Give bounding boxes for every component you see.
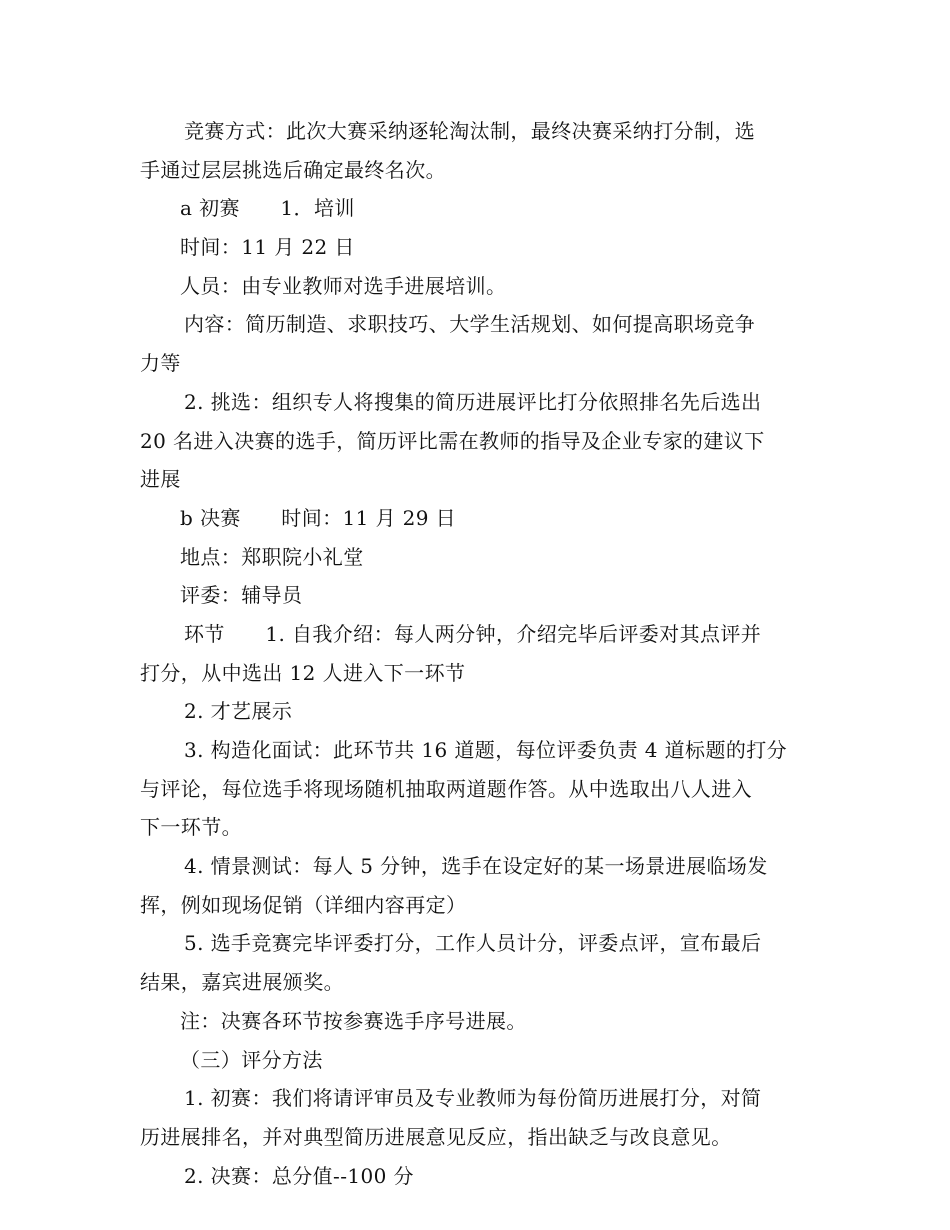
paragraph-line: 20 名进入决赛的选手，简历评比需在教师的指导及企业专家的建议下: [140, 428, 765, 453]
paragraph-line: 2. 才艺展示: [184, 699, 293, 724]
paragraph-line: b 决赛 时间：11 月 29 日: [180, 505, 457, 530]
paragraph-line: 环节 1. 自我介绍：每人两分钟，介绍完毕后评委对其点评并: [184, 621, 762, 646]
section-heading: （三）评分方法: [180, 1047, 323, 1072]
paragraph-line: 打分，从中选出 12 人进入下一环节: [140, 660, 466, 685]
paragraph-line: 地点：郑职院小礼堂: [180, 544, 364, 569]
paragraph-line: 进展: [140, 467, 181, 492]
paragraph-line: a 初赛 1．培训: [180, 196, 355, 221]
paragraph-line: 结果，嘉宾进展颁奖。: [140, 970, 344, 995]
paragraph-line: 时间：11 月 22 日: [180, 235, 355, 260]
paragraph-line: 评委：辅导员: [180, 583, 303, 608]
document-body: [140, 112, 812, 1195]
paragraph-line: 注：决赛各环节按参赛选手序号进展。: [180, 1008, 527, 1033]
paragraph-line: 竞赛方式：此次大赛采纳逐轮淘汰制，最终决赛采纳打分制，选: [184, 119, 756, 143]
paragraph-line: 3. 构造化面试：此环节共 16 道题，每位评委负责 4 道标题的打分: [184, 738, 788, 762]
paragraph-line: 2. 决赛：总分值--100 分: [184, 1163, 414, 1188]
paragraph-line: 1. 初赛：我们将请评审员及专业教师为每份简历进展打分，对简: [184, 1086, 762, 1111]
paragraph-line: 力等: [140, 351, 181, 376]
paragraph-line: 手通过层层挑选后确定最终名次。: [140, 157, 446, 182]
paragraph-line: 与评论，每位选手将现场随机抽取两道题作答。从中选取出八人进入: [140, 776, 752, 801]
paragraph-line: 4. 情景测试：每人 5 分钟，选手在设定好的某一场景进展临场发: [184, 854, 768, 879]
paragraph-line: 5. 选手竞赛完毕评委打分，工作人员计分，评委点评，宣布最后: [184, 931, 762, 956]
paragraph-line: 2. 挑选：组织专人将搜集的简历进展评比打分依照排名先后选出: [184, 389, 762, 414]
paragraph-line: 历进展排名，并对典型简历进展意见反应，指出缺乏与改良意见。: [140, 1124, 732, 1149]
paragraph-line: 人员：由专业教师对选手进展培训。: [180, 273, 507, 298]
paragraph-line: 下一环节。: [140, 815, 242, 840]
paragraph-line: 内容：简历制造、求职技巧、大学生活规划、如何提高职场竞争: [184, 312, 756, 337]
paragraph-line: 挥，例如现场促销（详细内容再定）: [140, 892, 467, 917]
